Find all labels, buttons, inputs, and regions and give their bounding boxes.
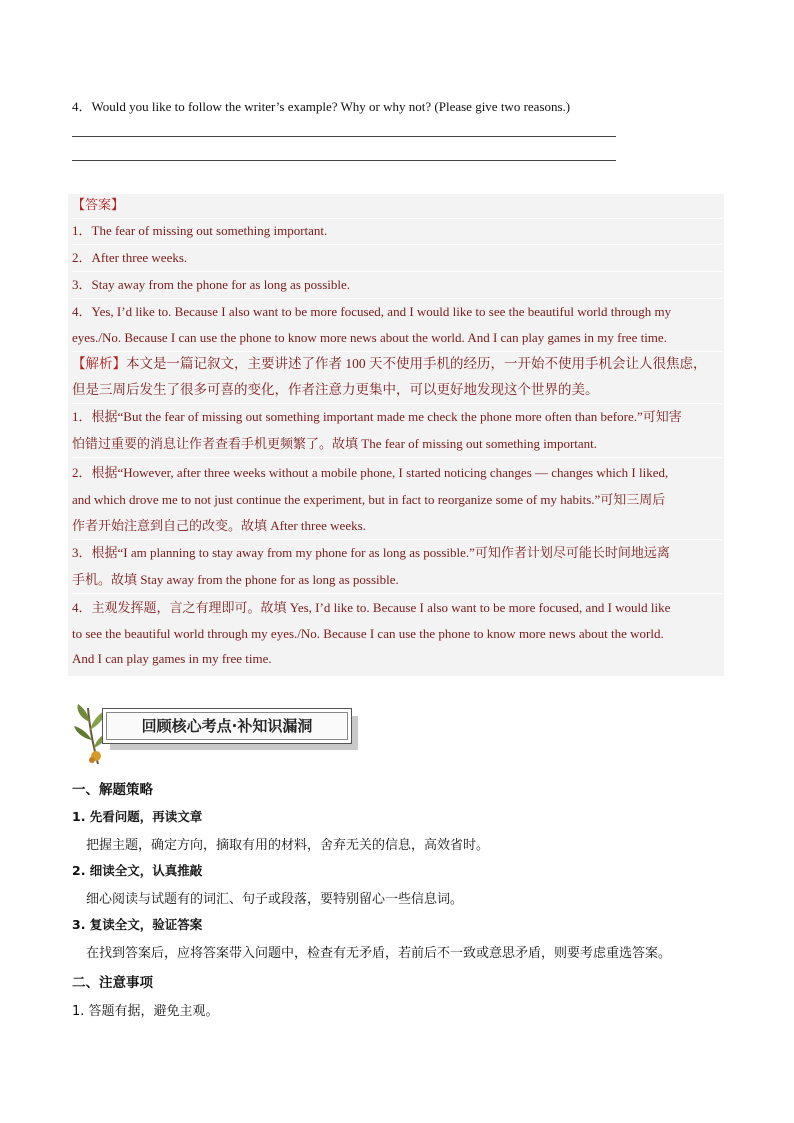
banner-frame [102, 708, 352, 744]
analysis-line: to see the beautiful world through my eyes./No. Because I can use the phone to know more news about the world. [72, 626, 664, 641]
note-1: 1. 答题有据，避免主观。 [72, 1004, 219, 1019]
question-4: 4．Would you like to follow the writer’s example? Why or why not? (Please give two reasons.) [72, 99, 571, 114]
strategy-2-text: 细心阅读与试题有的词汇、句子或段落，要特别留心一些信息词。 [86, 892, 464, 907]
answer-item: 4．Yes, I’d like to. Because I also want to be more focused, and I would like to see the beautiful world through my [72, 304, 672, 319]
strategy-3-heading: 3. 复读全文，验证答案 [72, 917, 203, 932]
analysis-line: 但是三周后发生了很多可喜的变化，作者注意力更集中，可以更好地发现这个世界的美。 [72, 377, 722, 404]
analysis-line: 3．根据“I am planning to stay away from my phone for as long as possible.”可知作者计划尽可能长时间地远离 [72, 545, 670, 560]
section-banner [72, 700, 362, 768]
analysis-intro: 【解析】本文是一篇记叙文，主要讲述了作者 100 天不使用手机的经历，一开始不使用手机会让人很焦虑， [72, 356, 707, 371]
answer-line-1 [72, 136, 616, 137]
analysis-line: 作者开始注意到自己的改变。故填 After three weeks. [72, 513, 722, 540]
answer-label: 【答案】 [72, 192, 722, 219]
answer-item: 2．After three weeks. [72, 245, 722, 272]
answer-line-2 [72, 160, 616, 161]
strategy-1-text: 把握主题，确定方向，摘取有用的材料，舍弃无关的信息，高效省时。 [86, 838, 490, 853]
analysis-line: 怕错过重要的消息让作者查看手机更频繁了。故填 The fear of missing out something important. [72, 431, 722, 458]
analysis-line: And I can play games in my free time. [72, 651, 272, 666]
strategy-3-text: 在找到答案后，应将答案带入问题中，检查有无矛盾，若前后不一致或意思矛盾，则要考虑重选答案。 [86, 946, 672, 961]
analysis-line: 1．根据“But the fear of missing out something important made me check the phone more often than before.”可知害 [72, 409, 682, 424]
analysis-line: 4．主观发挥题，言之有理即可。故填 Yes, I’d like to. Because I also want to be more focused, and I would like [72, 600, 671, 615]
section-2-title: 二、注意事项 [72, 975, 153, 991]
answer-item: 3．Stay away from the phone for as long as possible. [72, 272, 722, 299]
strategy-2-heading: 2. 细读全文，认真推敲 [72, 863, 203, 878]
analysis-line: 手机。故填 Stay away from the phone for as long as possible. [72, 567, 722, 594]
banner-title: 回顾核心考点·补知识漏洞 [106, 712, 348, 740]
answer-item: eyes./No. Because I can use the phone to know more news about the world. And I can play games in my free time. [72, 325, 722, 352]
answer-item: 1．The fear of missing out something important. [72, 218, 722, 245]
section-1-title: 一、解题策略 [72, 782, 153, 798]
analysis-line: 2．根据“However, after three weeks without a mobile phone, I started noticing changes — changes which I liked, [72, 465, 669, 480]
analysis-line: and which drove me to not just continue the experiment, but in fact to reorganize some of my habits.”可知三周后 [72, 492, 666, 507]
strategy-1-heading: 1. 先看问题，再读文章 [72, 809, 203, 824]
